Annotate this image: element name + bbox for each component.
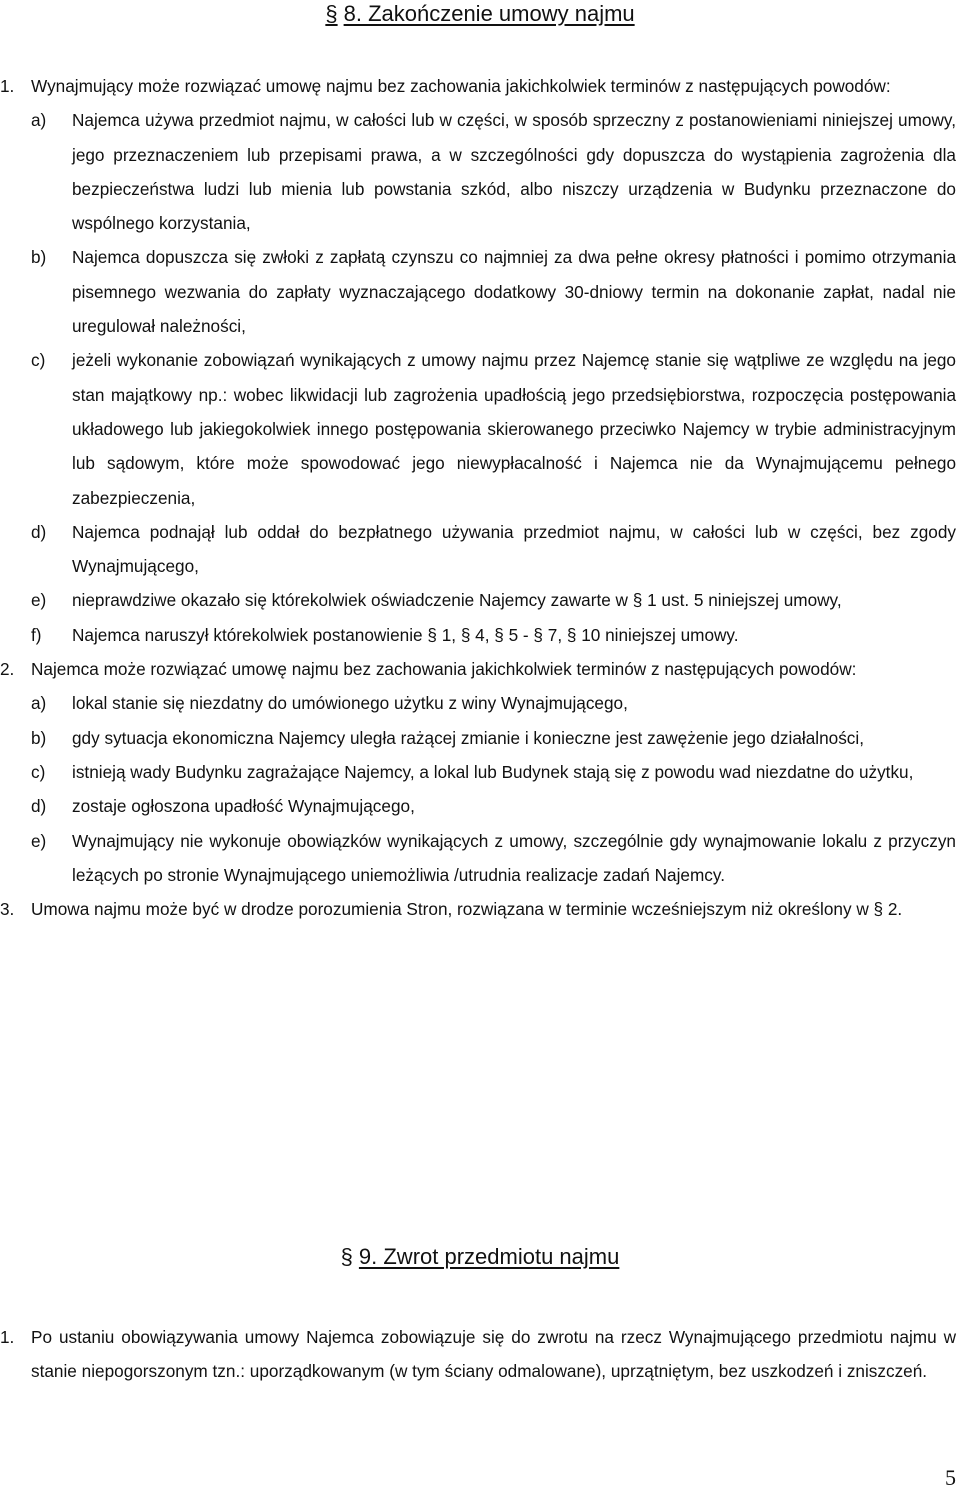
sub-item-a — [0, 686, 960, 720]
item-text: Po ustaniu obowiązywania umowy Najemca zobowiązuje się do zwrotu na rzecz Wynajmującego przedmiotu najmu w stanie niepogorszonym tzn.: uporządkowanym (w tym ściany odmalowane), uprzątniętym, bez uszkodzeń i zniszczeń. — [31, 1327, 956, 1382]
sub-item-text: istnieją wady Budynku zagrażające Najemcy, a lokal lub Budynek stają się z powodu wad niezdatne do użytku, — [72, 761, 914, 782]
section-9-body — [0, 1320, 960, 1389]
sub-item-letter: b) — [31, 247, 47, 268]
item-number: 3. — [0, 899, 15, 920]
sub-item-b — [0, 721, 960, 755]
sub-item-b — [0, 240, 960, 343]
sub-item-text: nieprawdziwe okazało się którekolwiek oświadczenie Najemcy zawarte w § 1 ust. 5 niniejszej umowy, — [72, 590, 842, 611]
sub-item-text: Najemca dopuszcza się zwłoki z zapłatą czynszu co najmniej za dwa pełne okresy płatności i pomimo otrzymania pisemnego wezwania do zapłaty wyznaczającego dodatkowy 30-dniowy termin na dokonanie zapłat, nadal nie uregulował należności, — [72, 247, 956, 337]
numbered-item-1 — [0, 1320, 960, 1389]
sub-item-a — [0, 103, 960, 240]
sub-item-text: zostaje ogłoszona upadłość Wynajmującego, — [72, 796, 415, 817]
sub-item-text: jeżeli wykonanie zobowiązań wynikających z umowy najmu przez Najemcę stanie się wątpliwe ze względu na jego stan majątkowy np.: wobec likwidacji lub zagrożenia upadłością jego przedsiębiorstwa, rozpoczęcia postępowania układowego lub jakiegokolwiek innego postępowania skierowanego przeciwko Najemcy w trybie administracyjnym lub sądowym, które może spowodować jego niewypłacalność i Najemca nie da Wynajmującemu pełnego zabezpieczenia, — [72, 350, 956, 508]
section-8-body — [0, 69, 960, 926]
item-number: 1. — [0, 1327, 15, 1347]
section-8-title: 8. Zakończenie umowy najmu — [343, 1, 635, 26]
sub-item-text: Wynajmujący nie wykonuje obowiązków wynikających z umowy, szczególnie gdy wynajmowanie lokalu z przyczyn leżących po stronie Wynajmującego uniemożliwia /utrudnia realizacje zadań Najemcy. — [72, 830, 956, 885]
sub-item-letter: f) — [31, 624, 42, 645]
sub-item-d — [0, 515, 960, 584]
sub-item-letter: b) — [31, 727, 47, 748]
section-symbol: § — [340, 1244, 353, 1269]
numbered-item-2 — [0, 652, 960, 686]
sub-item-letter: d) — [31, 796, 47, 817]
sub-item-e — [0, 824, 960, 893]
item-number: 2. — [0, 659, 15, 680]
sub-item-text: lokal stanie się niezdatny do umówionego użytku z winy Wynajmującego, — [72, 693, 628, 714]
sub-item-letter: e) — [31, 590, 47, 611]
item-text: Najemca może rozwiązać umowę najmu bez zachowania jakichkolwiek terminów z następujących powodów: — [31, 659, 857, 680]
sub-item-f — [0, 618, 960, 652]
sub-item-letter: c) — [31, 761, 46, 782]
section-8-heading — [0, 0, 960, 28]
page-number: 5 — [945, 1465, 956, 1490]
sub-item-c — [0, 755, 960, 789]
section-symbol: § — [325, 1, 338, 26]
sub-item-letter: a) — [31, 110, 47, 131]
sub-item-text: gdy sytuacja ekonomiczna Najemcy uległa rażącej zmianie i konieczne jest zawężenie jego działalności, — [72, 727, 864, 748]
sub-item-c — [0, 343, 960, 514]
numbered-item-3 — [0, 892, 960, 926]
item-text: Wynajmujący może rozwiązać umowę najmu bez zachowania jakichkolwiek terminów z następujących powodów: — [31, 76, 891, 96]
sub-item-letter: c) — [31, 350, 46, 371]
sub-item-letter: a) — [31, 693, 47, 714]
item-text: Umowa najmu może być w drodze porozumienia Stron, rozwiązana w terminie wcześniejszym niż określony w § 2. — [31, 899, 903, 920]
item-number: 1. — [0, 76, 15, 96]
section-9-heading — [0, 1243, 960, 1271]
sub-item-letter: d) — [31, 521, 47, 542]
sub-item-text: Najemca używa przedmiot najmu, w całości lub w części, w sposób sprzeczny z postanowieniami niniejszej umowy, jego przeznaczeniem lub przepisami prawa, a w szczególności gdy dopuszcza do wystąpienia zagrożenia dla bezpieczeństwa ludzi lub mienia lub powstania szkód, albo niszczy urządzenia w Budynku przeznaczone do wspólnego korzystania, — [72, 110, 956, 234]
sub-item-text: Najemca podnajął lub oddał do bezpłatnego używania przedmiot najmu, w całości lub w części, bez zgody Wynajmującego, — [72, 521, 956, 577]
numbered-item-1 — [0, 69, 960, 103]
sub-item-text: Najemca naruszył którekolwiek postanowienie § 1, § 4, § 5 - § 7, § 10 niniejszej umowy. — [72, 624, 739, 645]
sub-item-e — [0, 583, 960, 617]
sub-item-letter: e) — [31, 830, 47, 851]
section-9-title: 9. Zwrot przedmiotu najmu — [358, 1244, 620, 1269]
sub-item-d — [0, 789, 960, 823]
